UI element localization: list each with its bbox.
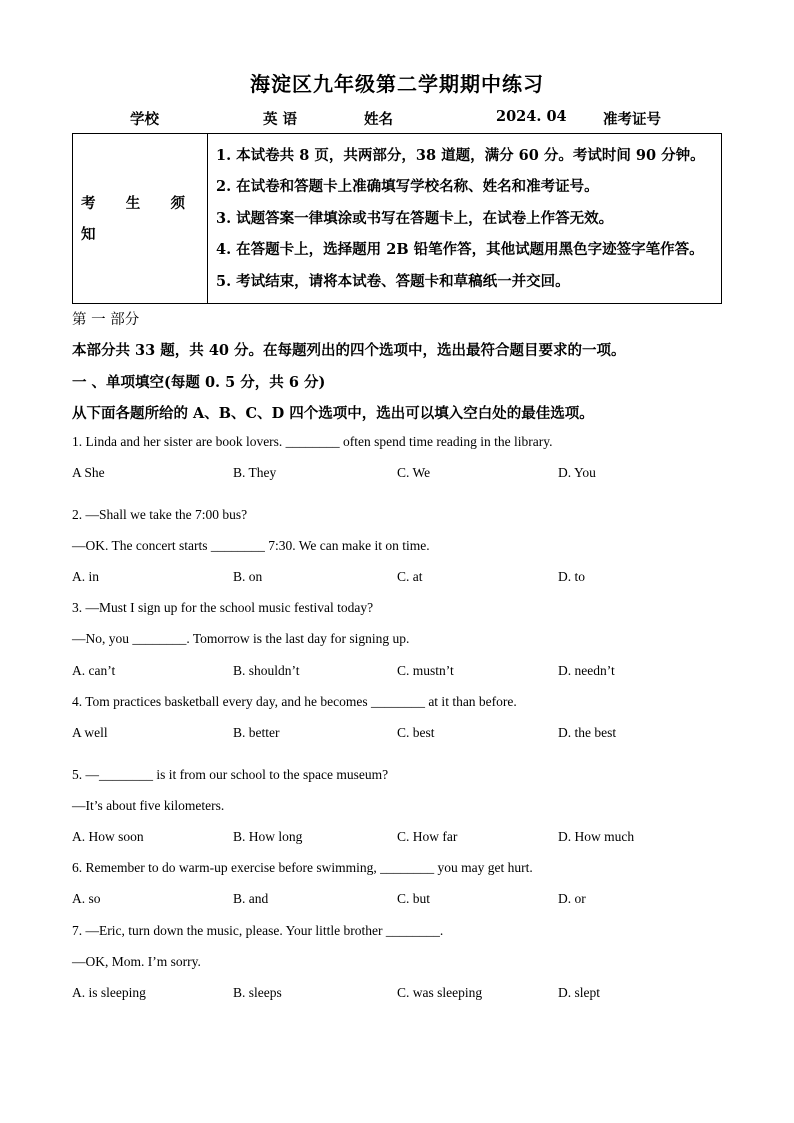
question-text: 5. —________ is it from our school to the space museum? bbox=[72, 767, 389, 782]
option-a: A well bbox=[72, 725, 108, 740]
exam-info-row bbox=[0, 108, 794, 128]
section-title: 一 、单项填空(每题 0. 5 分，共 6 分) bbox=[72, 374, 326, 391]
notice-label-char: 知 bbox=[81, 225, 96, 243]
option-b: B. better bbox=[233, 725, 280, 740]
part-heading: 第 一 部分 bbox=[72, 312, 140, 328]
question-text: 7. —Eric, turn down the music, please. Your little brother ________. bbox=[72, 923, 444, 938]
notice-label-char: 生 bbox=[125, 194, 141, 212]
option-b: B. They bbox=[233, 465, 277, 480]
option-a: A She bbox=[72, 465, 105, 480]
option-d: D. You bbox=[558, 465, 596, 480]
option-a: A. can’t bbox=[72, 663, 116, 678]
subject-label: 英 语 bbox=[263, 111, 298, 128]
option-d: D. needn’t bbox=[558, 663, 615, 678]
option-c: C. best bbox=[397, 725, 435, 740]
question-text: 3. —Must I sign up for the school music festival today? bbox=[72, 600, 374, 615]
notice-label-char: 须 bbox=[170, 194, 185, 212]
option-a: A. is sleeping bbox=[72, 985, 146, 1000]
option-d: D. slept bbox=[558, 985, 600, 1000]
notice-items-cell bbox=[208, 134, 722, 304]
option-b: B. shouldn’t bbox=[233, 663, 300, 678]
option-d: D. the best bbox=[558, 725, 617, 740]
option-b: B. on bbox=[233, 569, 263, 584]
notice-item: 2. 在试卷和答题卡上准确填写学校名称、姓名和准考证号。 bbox=[216, 178, 599, 196]
notice-label-char: 考 bbox=[81, 194, 96, 212]
notice-item: 3. 试题答案一律填涂或书写在答题卡上，在试卷上作答无效。 bbox=[216, 209, 614, 227]
part-intro: 本部分共 33 题，共 40 分。在每题列出的四个选项中，选出最符合题目要求的一项。 bbox=[72, 342, 626, 359]
option-c: C. was sleeping bbox=[397, 985, 483, 1000]
page-title: 海淀区九年级第二学期期中练习 bbox=[250, 72, 544, 96]
candidate-notice-table bbox=[72, 133, 722, 304]
option-c: C. We bbox=[397, 465, 431, 480]
notice-item: 1. 本试卷共 8 页，共两部分，38 道题，满分 60 分。考试时间 90 分钟。 bbox=[216, 147, 705, 164]
school-label: 学校 bbox=[130, 111, 159, 128]
notice-item: 5. 考试结束，请将本试卷、答题卡和草稿纸一并交回。 bbox=[216, 272, 570, 290]
question-text: 4. Tom practices basketball every day, and he becomes ________ at it than before. bbox=[72, 694, 517, 709]
option-d: D. to bbox=[558, 569, 585, 584]
option-a: A. in bbox=[72, 569, 99, 584]
option-b: B. How long bbox=[233, 829, 303, 844]
question-text: —OK, Mom. I’m sorry. bbox=[72, 954, 201, 969]
exam-date: 2024. 04 bbox=[496, 108, 567, 125]
option-d: D. or bbox=[558, 891, 586, 906]
question-text: 1. Linda and her sister are book lovers. ________ often spend time reading in the library. bbox=[72, 434, 553, 449]
option-b: B. and bbox=[233, 891, 269, 906]
exam-id-label: 准考证号 bbox=[603, 111, 661, 128]
option-c: C. How far bbox=[397, 829, 458, 844]
option-d: D. How much bbox=[558, 829, 635, 844]
question-text: —No, you ________. Tomorrow is the last day for signing up. bbox=[72, 631, 410, 646]
notice-label-cell bbox=[73, 134, 208, 304]
question-text: —OK. The concert starts ________ 7:30. We can make it on time. bbox=[72, 538, 430, 553]
option-a: A. so bbox=[72, 891, 101, 906]
option-c: C. but bbox=[397, 891, 431, 906]
question-text: —It’s about five kilometers. bbox=[72, 798, 225, 813]
notice-item: 4. 在答题卡上，选择题用 2B 铅笔作答，其他试题用黑色字迹签字笔作答。 bbox=[216, 241, 704, 259]
option-b: B. sleeps bbox=[233, 985, 282, 1000]
option-c: C. mustn’t bbox=[397, 663, 454, 678]
name-label: 姓名 bbox=[364, 111, 393, 128]
question-text: 2. —Shall we take the 7:00 bus? bbox=[72, 507, 248, 522]
option-a: A. How soon bbox=[72, 829, 144, 844]
question-text: 6. Remember to do warm-up exercise before swimming, ________ you may get hurt. bbox=[72, 860, 533, 875]
section-instruction: 从下面各题所给的 A、B、C、D 四个选项中，选出可以填入空白处的最佳选项。 bbox=[72, 405, 594, 422]
option-c: C. at bbox=[397, 569, 423, 584]
